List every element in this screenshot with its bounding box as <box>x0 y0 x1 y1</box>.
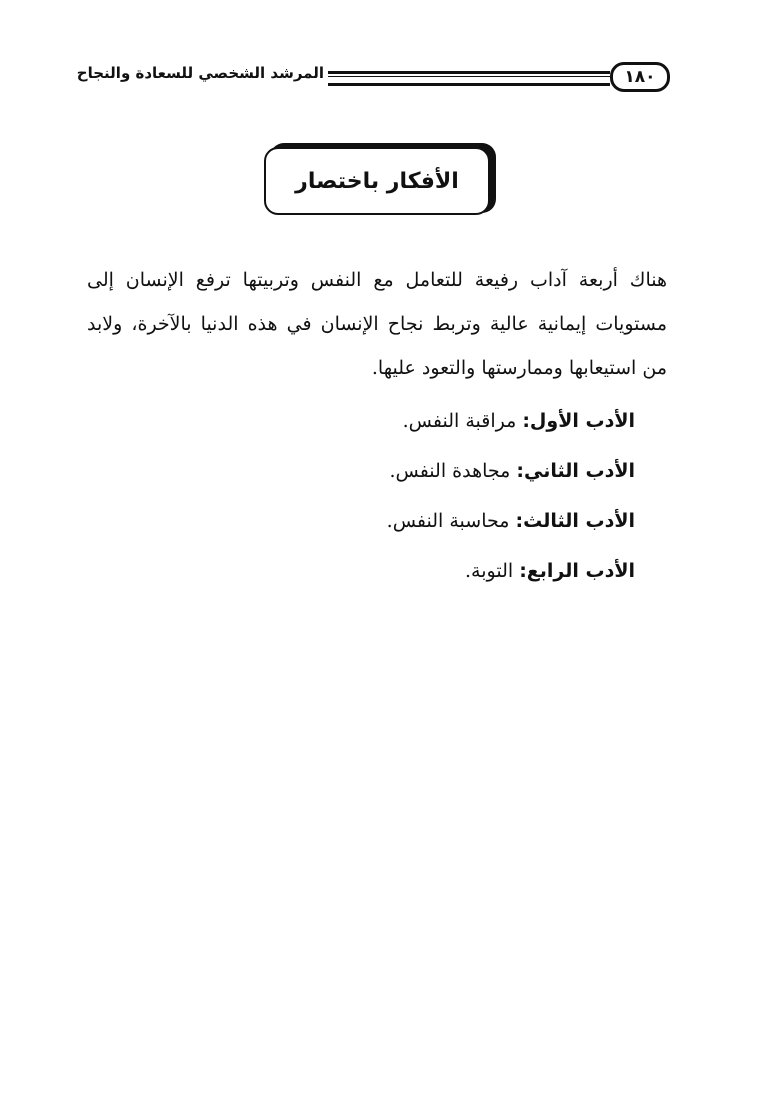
section-title: الأفكار باختصار <box>264 147 490 215</box>
running-header <box>76 62 670 96</box>
item-label: الأدب الرابع: <box>519 560 635 582</box>
list-item <box>235 546 635 596</box>
item-text: مجاهدة النفس. <box>389 460 517 482</box>
list-item <box>235 446 635 496</box>
header-rule-divider <box>328 71 610 86</box>
item-label: الأدب الثالث: <box>515 510 635 532</box>
etiquette-list <box>235 396 635 596</box>
page-number: ١٨٠ <box>624 67 656 87</box>
item-text: مراقبة النفس. <box>402 410 523 432</box>
list-item <box>235 396 635 446</box>
page-number-badge <box>610 62 670 92</box>
item-label: الأدب الثاني: <box>516 460 635 482</box>
item-text: محاسبة النفس. <box>386 510 516 532</box>
section-title-frame <box>264 143 496 217</box>
intro-paragraph-block <box>87 258 667 390</box>
item-text: التوبة. <box>465 560 520 582</box>
intro-paragraph: هناك أربعة آداب رفيعة للتعامل مع النفس وتربيتها ترفع الإنسان إلى مستويات إيمانية عالية وتربط نجاح الإنسان في هذه الدنيا بالآخرة، ولابد من استيعابها وممارستها والتعود عليها. <box>87 269 667 379</box>
list-item <box>235 496 635 546</box>
item-label: الأدب الأول: <box>522 410 635 432</box>
running-title: المرشد الشخصي للسعادة والنجاح <box>76 64 324 82</box>
